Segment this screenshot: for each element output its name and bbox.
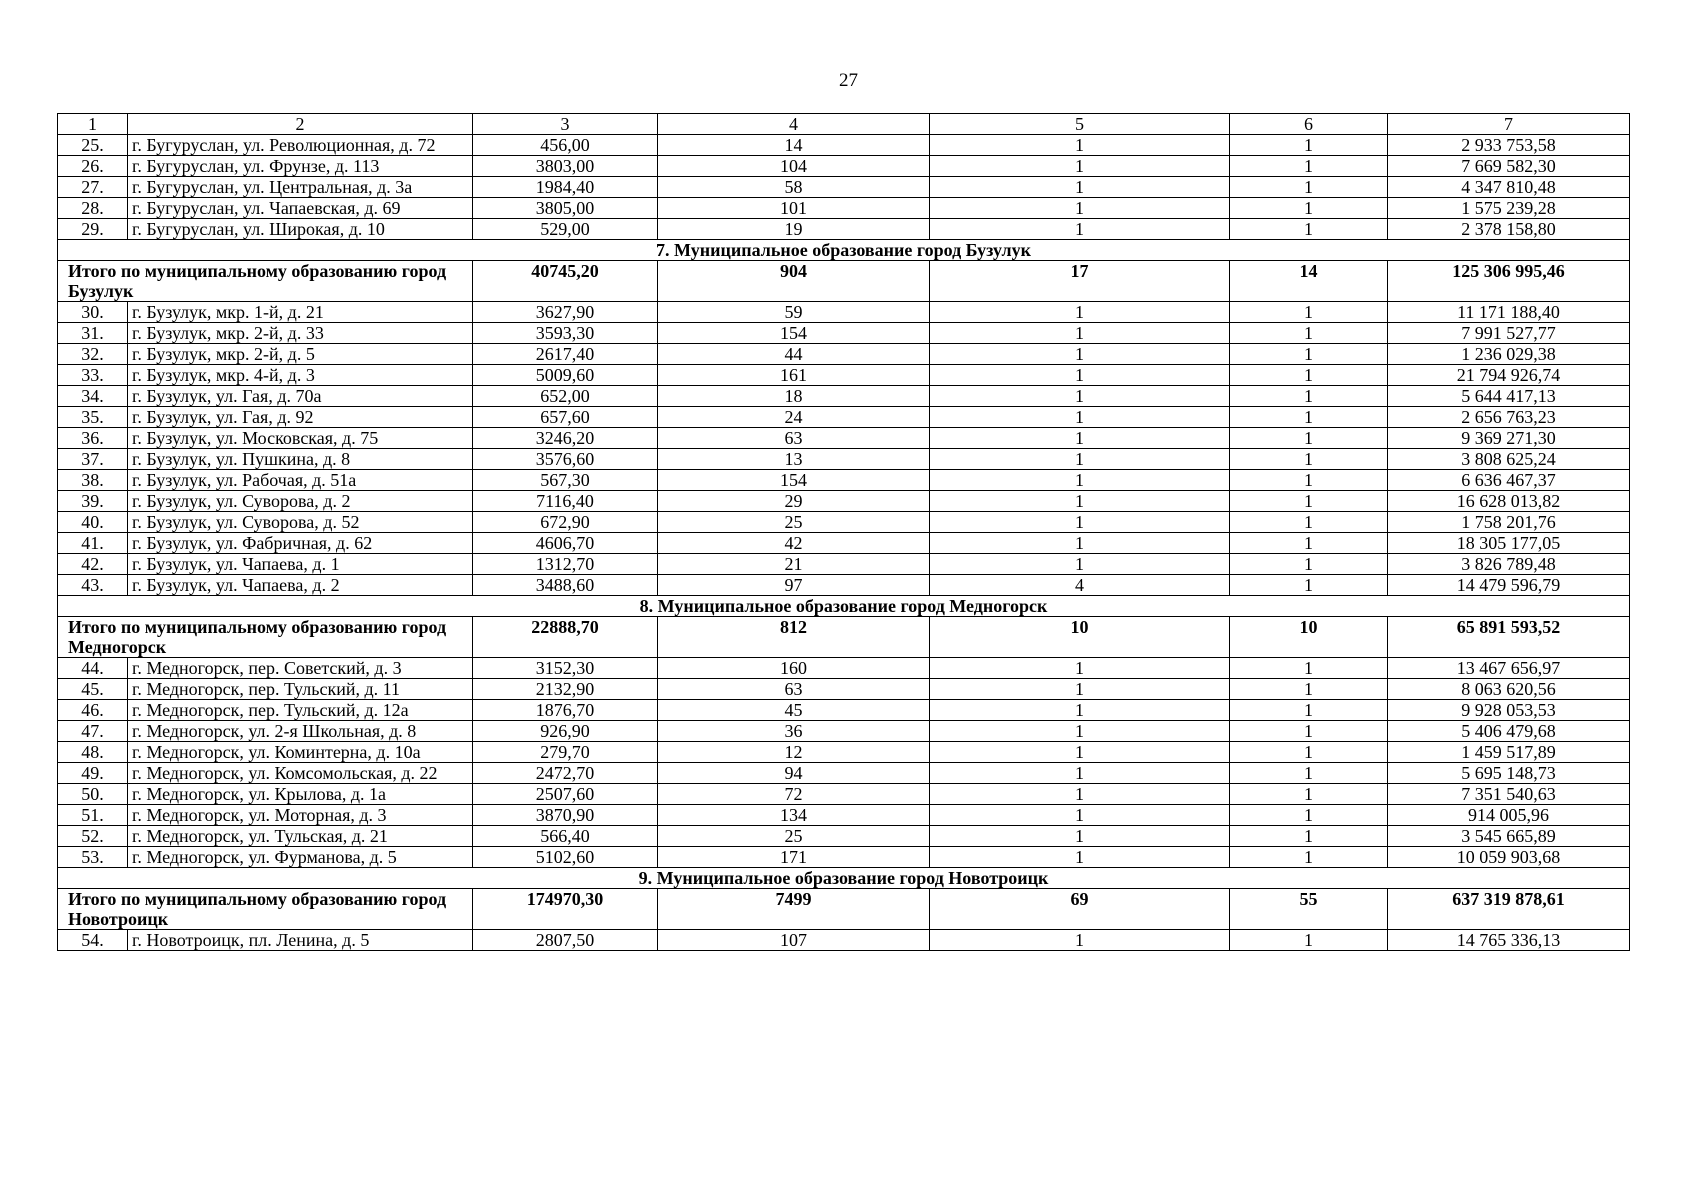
amount-value: 914 005,96: [1388, 805, 1630, 826]
column-4-value: 107: [658, 930, 930, 951]
row-number: 33.: [58, 365, 128, 386]
table-row: [58, 219, 1630, 240]
area-value: 2617,40: [473, 344, 658, 365]
area-value: 566,40: [473, 826, 658, 847]
address: г. Бузулук, ул. Чапаева, д. 1: [128, 554, 473, 575]
column-5-value: 1: [930, 365, 1230, 386]
column-number-header: 4: [658, 114, 930, 135]
section-heading-row: [58, 596, 1630, 617]
column-4-value: 29: [658, 491, 930, 512]
column-4-value: 101: [658, 198, 930, 219]
row-number: 26.: [58, 156, 128, 177]
column-5-value: 1: [930, 658, 1230, 679]
column-number-row: [58, 114, 1630, 135]
amount-value: 7 991 527,77: [1388, 323, 1630, 344]
amount-value: 11 171 188,40: [1388, 302, 1630, 323]
amount-value: 1 236 029,38: [1388, 344, 1630, 365]
column-4-value: 13: [658, 449, 930, 470]
table-row: [58, 323, 1630, 344]
address: г. Медногорск, ул. Моторная, д. 3: [128, 805, 473, 826]
column-4-value: 25: [658, 512, 930, 533]
amount-value: 18 305 177,05: [1388, 533, 1630, 554]
total-column-6: 55: [1230, 889, 1388, 930]
area-value: 1876,70: [473, 700, 658, 721]
column-6-value: 1: [1230, 491, 1388, 512]
column-5-value: 1: [930, 219, 1230, 240]
amount-value: 7 669 582,30: [1388, 156, 1630, 177]
table-row: [58, 344, 1630, 365]
total-area: 22888,70: [473, 617, 658, 658]
column-6-value: 1: [1230, 156, 1388, 177]
page-number: 27: [839, 70, 858, 91]
area-value: 7116,40: [473, 491, 658, 512]
amount-value: 4 347 810,48: [1388, 177, 1630, 198]
total-row: [58, 617, 1630, 658]
total-amount: 125 306 995,46: [1388, 261, 1630, 302]
amount-value: 3 826 789,48: [1388, 554, 1630, 575]
row-number: 42.: [58, 554, 128, 575]
column-4-value: 104: [658, 156, 930, 177]
column-4-value: 63: [658, 428, 930, 449]
column-5-value: 1: [930, 784, 1230, 805]
table-row: [58, 930, 1630, 951]
table-row: [58, 198, 1630, 219]
table-row: [58, 386, 1630, 407]
column-5-value: 1: [930, 491, 1230, 512]
amount-value: 13 467 656,97: [1388, 658, 1630, 679]
row-number: 45.: [58, 679, 128, 700]
column-4-value: 21: [658, 554, 930, 575]
amount-value: 7 351 540,63: [1388, 784, 1630, 805]
column-5-value: 1: [930, 700, 1230, 721]
column-5-value: 1: [930, 679, 1230, 700]
column-4-value: 24: [658, 407, 930, 428]
column-4-value: 154: [658, 323, 930, 344]
address: г. Медногорск, ул. Комсомольская, д. 22: [128, 763, 473, 784]
area-value: 3576,60: [473, 449, 658, 470]
column-5-value: 1: [930, 135, 1230, 156]
column-4-value: 18: [658, 386, 930, 407]
column-4-value: 25: [658, 826, 930, 847]
row-number: 35.: [58, 407, 128, 428]
amount-value: 2 656 763,23: [1388, 407, 1630, 428]
column-4-value: 63: [658, 679, 930, 700]
row-number: 43.: [58, 575, 128, 596]
address: г. Медногорск, ул. Фурманова, д. 5: [128, 847, 473, 868]
table-row: [58, 721, 1630, 742]
table-row: [58, 679, 1630, 700]
column-6-value: 1: [1230, 721, 1388, 742]
table-row: [58, 847, 1630, 868]
area-value: 1312,70: [473, 554, 658, 575]
column-4-value: 161: [658, 365, 930, 386]
area-value: 652,00: [473, 386, 658, 407]
row-number: 48.: [58, 742, 128, 763]
row-number: 29.: [58, 219, 128, 240]
amount-value: 2 378 158,80: [1388, 219, 1630, 240]
total-label: Итого по муниципальному образованию город Медногорск: [58, 617, 473, 658]
column-6-value: 1: [1230, 805, 1388, 826]
row-number: 41.: [58, 533, 128, 554]
table-row: [58, 491, 1630, 512]
amount-value: 5 406 479,68: [1388, 721, 1630, 742]
column-6-value: 1: [1230, 784, 1388, 805]
address: г. Бугуруслан, ул. Революционная, д. 72: [128, 135, 473, 156]
address: г. Бузулук, мкр. 1-й, д. 21: [128, 302, 473, 323]
table-row: [58, 575, 1630, 596]
column-6-value: 1: [1230, 533, 1388, 554]
housing-table: [57, 113, 1630, 951]
total-column-6: 14: [1230, 261, 1388, 302]
column-5-value: 1: [930, 847, 1230, 868]
column-5-value: 1: [930, 198, 1230, 219]
column-5-value: 1: [930, 428, 1230, 449]
area-value: 2507,60: [473, 784, 658, 805]
column-4-value: 59: [658, 302, 930, 323]
column-number-header: 3: [473, 114, 658, 135]
table-row: [58, 763, 1630, 784]
row-number: 52.: [58, 826, 128, 847]
amount-value: 9 369 271,30: [1388, 428, 1630, 449]
column-4-value: 154: [658, 470, 930, 491]
area-value: 456,00: [473, 135, 658, 156]
total-area: 40745,20: [473, 261, 658, 302]
total-area: 174970,30: [473, 889, 658, 930]
table-row: [58, 658, 1630, 679]
column-4-value: 94: [658, 763, 930, 784]
amount-value: 21 794 926,74: [1388, 365, 1630, 386]
column-5-value: 1: [930, 742, 1230, 763]
row-number: 31.: [58, 323, 128, 344]
address: г. Бузулук, ул. Московская, д. 75: [128, 428, 473, 449]
total-column-5: 10: [930, 617, 1230, 658]
column-6-value: 1: [1230, 428, 1388, 449]
area-value: 3593,30: [473, 323, 658, 344]
amount-value: 5 644 417,13: [1388, 386, 1630, 407]
amount-value: 3 545 665,89: [1388, 826, 1630, 847]
table-row: [58, 554, 1630, 575]
total-label: Итого по муниципальному образованию город Новотроицк: [58, 889, 473, 930]
column-5-value: 1: [930, 386, 1230, 407]
area-value: 3870,90: [473, 805, 658, 826]
area-value: 1984,40: [473, 177, 658, 198]
address: г. Бузулук, ул. Пушкина, д. 8: [128, 449, 473, 470]
amount-value: 14 765 336,13: [1388, 930, 1630, 951]
row-number: 28.: [58, 198, 128, 219]
column-4-value: 160: [658, 658, 930, 679]
total-amount: 637 319 878,61: [1388, 889, 1630, 930]
row-number: 40.: [58, 512, 128, 533]
table-row: [58, 470, 1630, 491]
area-value: 2132,90: [473, 679, 658, 700]
column-6-value: 1: [1230, 135, 1388, 156]
address: г. Бузулук, ул. Гая, д. 92: [128, 407, 473, 428]
column-4-value: 42: [658, 533, 930, 554]
address: г. Бузулук, ул. Суворова, д. 2: [128, 491, 473, 512]
area-value: 2807,50: [473, 930, 658, 951]
area-value: 3803,00: [473, 156, 658, 177]
address: г. Медногорск, ул. 2-я Школьная, д. 8: [128, 721, 473, 742]
table-row: [58, 742, 1630, 763]
area-value: 3152,30: [473, 658, 658, 679]
column-6-value: 1: [1230, 386, 1388, 407]
address: г. Бугуруслан, ул. Широкая, д. 10: [128, 219, 473, 240]
column-5-value: 4: [930, 575, 1230, 596]
total-row: [58, 889, 1630, 930]
column-6-value: 1: [1230, 449, 1388, 470]
total-column-5: 69: [930, 889, 1230, 930]
address: г. Бугуруслан, ул. Чапаевская, д. 69: [128, 198, 473, 219]
column-5-value: 1: [930, 177, 1230, 198]
row-number: 39.: [58, 491, 128, 512]
row-number: 47.: [58, 721, 128, 742]
column-6-value: 1: [1230, 470, 1388, 491]
column-6-value: 1: [1230, 554, 1388, 575]
table-row: [58, 428, 1630, 449]
column-6-value: 1: [1230, 700, 1388, 721]
row-number: 36.: [58, 428, 128, 449]
column-6-value: 1: [1230, 930, 1388, 951]
amount-value: 8 063 620,56: [1388, 679, 1630, 700]
column-6-value: 1: [1230, 512, 1388, 533]
area-value: 2472,70: [473, 763, 658, 784]
area-value: 5009,60: [473, 365, 658, 386]
section-heading-row: [58, 868, 1630, 889]
column-4-value: 14: [658, 135, 930, 156]
row-number: 51.: [58, 805, 128, 826]
column-5-value: 1: [930, 721, 1230, 742]
column-6-value: 1: [1230, 742, 1388, 763]
row-number: 30.: [58, 302, 128, 323]
row-number: 44.: [58, 658, 128, 679]
total-column-6: 10: [1230, 617, 1388, 658]
table-row: [58, 302, 1630, 323]
total-label: Итого по муниципальному образованию город Бузулук: [58, 261, 473, 302]
column-5-value: 1: [930, 512, 1230, 533]
table-row: [58, 449, 1630, 470]
row-number: 27.: [58, 177, 128, 198]
column-number-header: 7: [1388, 114, 1630, 135]
column-5-value: 1: [930, 323, 1230, 344]
column-6-value: 1: [1230, 344, 1388, 365]
table-row: [58, 365, 1630, 386]
row-number: 32.: [58, 344, 128, 365]
amount-value: 2 933 753,58: [1388, 135, 1630, 156]
address: г. Бузулук, ул. Гая, д. 70а: [128, 386, 473, 407]
amount-value: 10 059 903,68: [1388, 847, 1630, 868]
address: г. Бузулук, ул. Рабочая, д. 51а: [128, 470, 473, 491]
amount-value: 1 758 201,76: [1388, 512, 1630, 533]
amount-value: 1 575 239,28: [1388, 198, 1630, 219]
row-number: 34.: [58, 386, 128, 407]
row-number: 46.: [58, 700, 128, 721]
row-number: 38.: [58, 470, 128, 491]
column-5-value: 1: [930, 156, 1230, 177]
column-6-value: 1: [1230, 658, 1388, 679]
table-row: [58, 512, 1630, 533]
amount-value: 5 695 148,73: [1388, 763, 1630, 784]
column-number-header: 1: [58, 114, 128, 135]
column-6-value: 1: [1230, 407, 1388, 428]
table-row: [58, 177, 1630, 198]
address: г. Медногорск, пер. Тульский, д. 11: [128, 679, 473, 700]
column-5-value: 1: [930, 344, 1230, 365]
row-number: 53.: [58, 847, 128, 868]
column-5-value: 1: [930, 826, 1230, 847]
address: г. Бугуруслан, ул. Центральная, д. 3а: [128, 177, 473, 198]
column-6-value: 1: [1230, 763, 1388, 784]
section-title: 9. Муниципальное образование город Новотроицк: [58, 868, 1630, 889]
total-column-5: 17: [930, 261, 1230, 302]
area-value: 4606,70: [473, 533, 658, 554]
column-5-value: 1: [930, 302, 1230, 323]
column-6-value: 1: [1230, 302, 1388, 323]
column-4-value: 19: [658, 219, 930, 240]
total-column-4: 7499: [658, 889, 930, 930]
total-row: [58, 261, 1630, 302]
table-row: [58, 784, 1630, 805]
amount-value: 1 459 517,89: [1388, 742, 1630, 763]
amount-value: 16 628 013,82: [1388, 491, 1630, 512]
column-6-value: 1: [1230, 219, 1388, 240]
table-row: [58, 700, 1630, 721]
total-amount: 65 891 593,52: [1388, 617, 1630, 658]
address: г. Медногорск, пер. Тульский, д. 12а: [128, 700, 473, 721]
address: г. Бузулук, ул. Чапаева, д. 2: [128, 575, 473, 596]
area-value: 3805,00: [473, 198, 658, 219]
column-4-value: 134: [658, 805, 930, 826]
table-row: [58, 407, 1630, 428]
address: г. Бугуруслан, ул. Фрунзе, д. 113: [128, 156, 473, 177]
address: г. Бузулук, мкр. 2-й, д. 33: [128, 323, 473, 344]
area-value: 3627,90: [473, 302, 658, 323]
table-row: [58, 533, 1630, 554]
area-value: 567,30: [473, 470, 658, 491]
row-number: 49.: [58, 763, 128, 784]
total-column-4: 812: [658, 617, 930, 658]
table-row: [58, 156, 1630, 177]
section-title: 7. Муниципальное образование город Бузулук: [58, 240, 1630, 261]
row-number: 25.: [58, 135, 128, 156]
area-value: 926,90: [473, 721, 658, 742]
address: г. Бузулук, ул. Фабричная, д. 62: [128, 533, 473, 554]
address: г. Бузулук, мкр. 4-й, д. 3: [128, 365, 473, 386]
address: г. Медногорск, пер. Советский, д. 3: [128, 658, 473, 679]
column-5-value: 1: [930, 449, 1230, 470]
column-6-value: 1: [1230, 575, 1388, 596]
column-5-value: 1: [930, 407, 1230, 428]
column-number-header: 6: [1230, 114, 1388, 135]
column-4-value: 72: [658, 784, 930, 805]
column-4-value: 45: [658, 700, 930, 721]
area-value: 529,00: [473, 219, 658, 240]
amount-value: 14 479 596,79: [1388, 575, 1630, 596]
amount-value: 6 636 467,37: [1388, 470, 1630, 491]
column-4-value: 97: [658, 575, 930, 596]
address: г. Медногорск, ул. Коминтерна, д. 10а: [128, 742, 473, 763]
address: г. Бузулук, ул. Суворова, д. 52: [128, 512, 473, 533]
table-row: [58, 805, 1630, 826]
address: г. Новотроицк, пл. Ленина, д. 5: [128, 930, 473, 951]
column-5-value: 1: [930, 470, 1230, 491]
column-4-value: 44: [658, 344, 930, 365]
column-5-value: 1: [930, 930, 1230, 951]
row-number: 54.: [58, 930, 128, 951]
area-value: 279,70: [473, 742, 658, 763]
amount-value: 3 808 625,24: [1388, 449, 1630, 470]
column-6-value: 1: [1230, 177, 1388, 198]
section-title: 8. Муниципальное образование город Медногорск: [58, 596, 1630, 617]
column-4-value: 58: [658, 177, 930, 198]
column-number-header: 2: [128, 114, 473, 135]
address: г. Медногорск, ул. Тульская, д. 21: [128, 826, 473, 847]
column-6-value: 1: [1230, 847, 1388, 868]
address: г. Медногорск, ул. Крылова, д. 1а: [128, 784, 473, 805]
column-4-value: 36: [658, 721, 930, 742]
row-number: 50.: [58, 784, 128, 805]
table-body: [58, 114, 1630, 951]
row-number: 37.: [58, 449, 128, 470]
column-6-value: 1: [1230, 679, 1388, 700]
area-value: 657,60: [473, 407, 658, 428]
column-4-value: 171: [658, 847, 930, 868]
address: г. Бузулук, мкр. 2-й, д. 5: [128, 344, 473, 365]
area-value: 5102,60: [473, 847, 658, 868]
column-5-value: 1: [930, 533, 1230, 554]
total-column-4: 904: [658, 261, 930, 302]
table-row: [58, 135, 1630, 156]
column-6-value: 1: [1230, 365, 1388, 386]
area-value: 3246,20: [473, 428, 658, 449]
area-value: 672,90: [473, 512, 658, 533]
section-heading-row: [58, 240, 1630, 261]
column-6-value: 1: [1230, 826, 1388, 847]
column-6-value: 1: [1230, 198, 1388, 219]
amount-value: 9 928 053,53: [1388, 700, 1630, 721]
area-value: 3488,60: [473, 575, 658, 596]
column-5-value: 1: [930, 554, 1230, 575]
table-row: [58, 826, 1630, 847]
column-6-value: 1: [1230, 323, 1388, 344]
column-number-header: 5: [930, 114, 1230, 135]
column-4-value: 12: [658, 742, 930, 763]
column-5-value: 1: [930, 763, 1230, 784]
column-5-value: 1: [930, 805, 1230, 826]
